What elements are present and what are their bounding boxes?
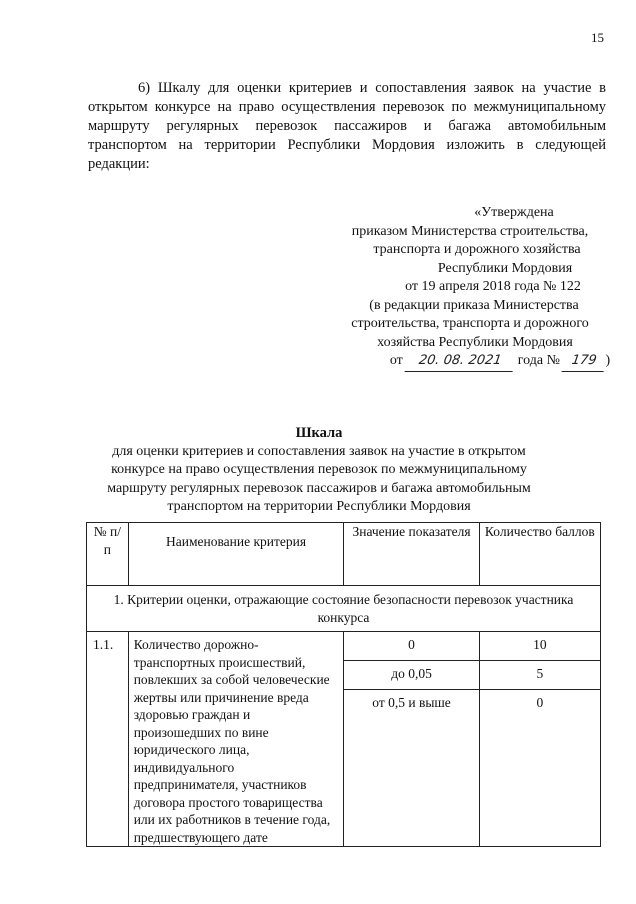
row-criterion-name: Количество дорожно-транспортных происшествий, повлекших за собой человеческие жертвы или причинение вреда здоровью граждан и произошедших по вине юридического лица, индивидуального предпринимателя, участников договора простого товарищества или их работников в течение года, предшествующего дате bbox=[128, 632, 344, 847]
value-cell: до 0,05 bbox=[344, 660, 478, 689]
row-num: 1.1. bbox=[87, 632, 129, 847]
criteria-table bbox=[86, 522, 601, 847]
approval-line-8: хозяйства Республики Мордовия bbox=[377, 334, 573, 350]
approval-line-1: «Утверждена bbox=[474, 205, 554, 220]
points-cell: 5 bbox=[480, 660, 600, 689]
approval-middle: года № bbox=[517, 353, 560, 368]
section-1-title: 1. Критерии оценки, отражающие состояние безопасности перевозок участника конкурса bbox=[87, 586, 601, 632]
intro-paragraph bbox=[88, 79, 606, 174]
approval-line-3: транспорта и дорожного хозяйства bbox=[373, 242, 581, 257]
value-cell: 0 bbox=[408, 637, 415, 652]
header-num: № п/п bbox=[87, 523, 129, 586]
approval-line-5: от 19 апреля 2018 года № 122 bbox=[405, 279, 581, 294]
section-row bbox=[87, 586, 601, 632]
approval-block bbox=[318, 204, 622, 372]
row-values bbox=[344, 632, 479, 847]
table-row bbox=[87, 632, 601, 847]
points-cell: 10 bbox=[533, 637, 547, 652]
scale-heading: Шкала bbox=[295, 425, 343, 441]
page-number: 15 bbox=[591, 30, 604, 45]
header-name: Наименование критерия bbox=[128, 523, 344, 586]
scale-subtitle: для оценки критериев и сопоставления заявок на участие в открытом конкурсе на право осуществления перевозок по межмуниципальному маршруту регулярных перевозок пассажиров и багажа автомобильным транспортом на территории Республики Мордовия bbox=[107, 443, 531, 514]
header-value: Значение показателя bbox=[344, 523, 479, 586]
approval-line-4: Республики Мордовия bbox=[437, 260, 573, 276]
header-points: Количество баллов bbox=[479, 523, 600, 586]
approval-line-6: (в редакции приказа Министерства bbox=[369, 297, 579, 313]
approval-line-2: приказом Министерства строительства, bbox=[351, 223, 589, 239]
row-points bbox=[479, 632, 600, 847]
approval-suffix: ) bbox=[605, 353, 611, 368]
approval-prefix: от bbox=[389, 353, 403, 368]
intro-text: 6) Шкалу для оценки критериев и сопоставления заявок на участие в открытом конкурсе на право осуществления перевозок по межмуниципальному маршруту регулярных перевозок пассажиров и багажа автомобильным транспортом на территории Республики Мордовия изложить в следующей редакции: bbox=[88, 80, 606, 172]
handwritten-date: 20. 08. 2021 bbox=[405, 352, 516, 372]
value-cell: от 0,5 и выше bbox=[344, 689, 478, 718]
approval-signature-line bbox=[318, 352, 622, 372]
points-cell: 0 bbox=[480, 689, 600, 718]
handwritten-number: 179 bbox=[562, 352, 607, 372]
scale-title-block bbox=[94, 424, 544, 517]
approval-line-7: строительства, транспорта и дорожного bbox=[351, 316, 589, 331]
table-header-row bbox=[87, 523, 601, 586]
